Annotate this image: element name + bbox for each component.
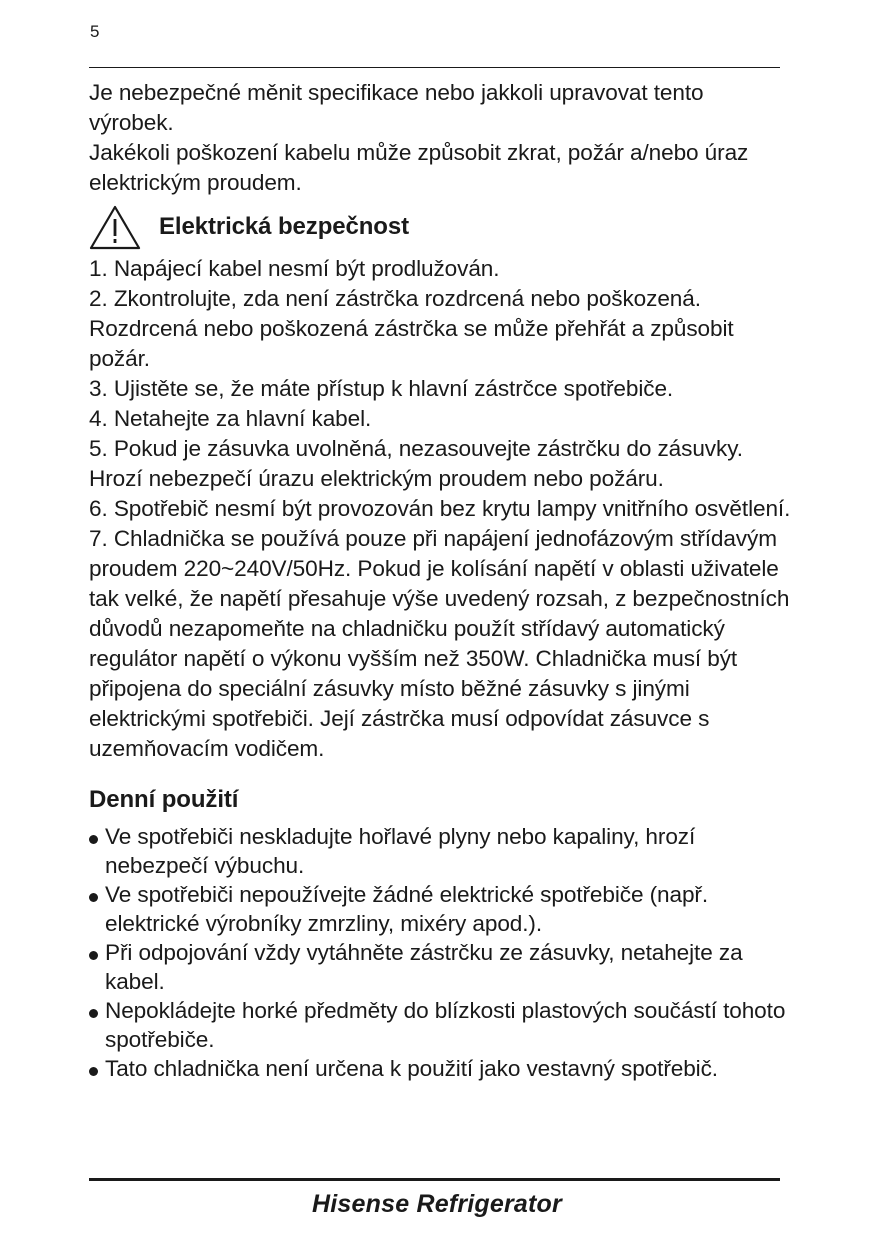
daily-use-list	[89, 823, 794, 1084]
list-item	[89, 881, 794, 938]
list-item: 5. Pokud je zásuvka uvolněná, nezasouvejte zástrčku do zásuvky. Hrozí nebezpečí úrazu elektrickým proudem nebo požáru.	[89, 436, 743, 491]
list-item	[89, 997, 794, 1054]
electrical-safety-heading	[89, 205, 794, 249]
list-item: 6. Spotřebič nesmí být provozován bez krytu lampy vnitřního osvětlení.	[89, 496, 791, 521]
list-item: 4. Netahejte za hlavní kabel.	[89, 406, 372, 431]
brand-footer: Hisense Refrigerator	[312, 1190, 562, 1218]
bottom-divider	[89, 1178, 780, 1181]
list-item: 2. Zkontrolujte, zda není zástrčka rozdrcená nebo poškozená. Rozdrcená nebo poškozená zástrčka se může přehřát a způsobit požár.	[89, 286, 734, 371]
list-item: 1. Napájecí kabel nesmí být prodlužován.	[89, 256, 500, 281]
list-item	[89, 1055, 794, 1084]
list-item-text: Při odpojování vždy vytáhněte zástrčku ze zásuvky, netahejte za kabel.	[105, 940, 743, 994]
page-content	[89, 78, 794, 1084]
list-item-text: Tato chladnička není určena k použití jako vestavný spotřebič.	[105, 1056, 718, 1081]
bullet-icon	[89, 1009, 98, 1018]
electrical-safety-list	[89, 254, 794, 764]
list-item-text: Ve spotřebiči nepoužívejte žádné elektrické spotřebiče (např. elektrické výrobníky zmrzliny, mixéry apod.).	[105, 882, 709, 936]
bullet-icon	[89, 835, 98, 844]
top-divider	[89, 67, 780, 68]
list-item: 7. Chladnička se používá pouze při napájení jednofázovým střídavým proudem 220~240V/50Hz. Pokud je kolísání napětí v oblasti uživatele tak velké, že napětí přesahuje výše uvedený rozsah, z bezpečnostních důvodů nezapomeňte na chladničku použít střídavý automatický regulátor napětí o výkonu vyšším než 350W. Chladnička musí být připojena do speciální zásuvky místo běžné zásuvky s jinými elektrickými spotřebiči. Její zástrčka musí odpovídat zásuvce s uzemňovacím vodičem.	[89, 526, 790, 761]
list-item	[89, 939, 794, 996]
list-item-text: Ve spotřebiči neskladujte hořlavé plyny nebo kapaliny, hrozí nebezpečí výbuchu.	[105, 824, 696, 878]
list-item-text: Nepokládejte horké předměty do blízkosti plastových součástí tohoto spotřebiče.	[105, 998, 786, 1052]
page-number: 5	[90, 22, 100, 41]
daily-use-heading: Denní použití	[89, 786, 239, 813]
bullet-icon	[89, 1067, 98, 1076]
bullet-icon	[89, 951, 98, 960]
section-title: Elektrická bezpečnost	[159, 213, 410, 240]
warning-triangle-icon	[89, 204, 141, 250]
list-item	[89, 823, 794, 880]
bullet-icon	[89, 893, 98, 902]
intro-paragraph-1: Je nebezpečné měnit specifikace nebo jakkoli upravovat tento výrobek.	[89, 80, 704, 135]
list-item: 3. Ujistěte se, že máte přístup k hlavní zástrčce spotřebiče.	[89, 376, 674, 401]
intro-paragraph-2: Jakékoli poškození kabelu může způsobit zkrat, požár a/nebo úraz elektrickým proudem.	[89, 140, 749, 195]
